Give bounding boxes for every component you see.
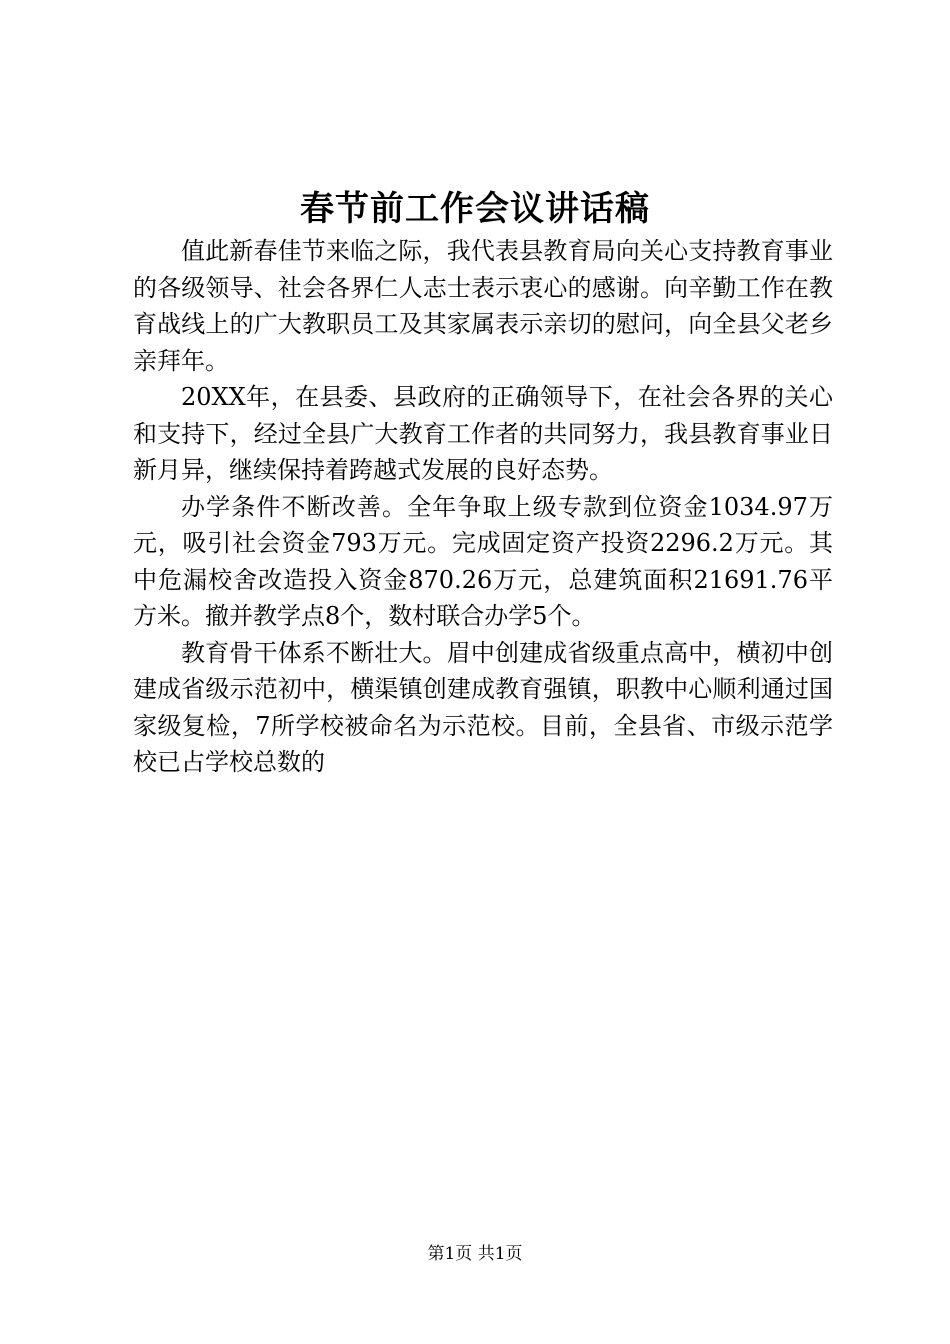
paragraph-school-conditions: 办学条件不断改善。全年争取上级专款到位资金1034.97万元，吸引社会资金793万元。完成固定资产投资2296.2万元。其中危漏校舍改造投入资金870.26万元，总建筑面积21691.76平方米。撤并教学点8个，数村联合办学5个。: [133, 492, 833, 630]
page-title: 春节前工作会议讲话稿: [300, 189, 650, 229]
paragraph-backbone-system: 教育骨干体系不断壮大。眉中创建成省级重点高中，横初中创建成省级示范初中，横渠镇创建成教育强镇，职教中心顺利通过国家级复检，7所学校被命名为示范校。目前，全县省、市级示范学校已占学校总数的: [133, 638, 833, 776]
page-footer: 第1页 共1页: [427, 1244, 523, 1264]
paragraph-greeting: 值此新春佳节来临之际，我代表县教育局向关心支持教育事业的各级领导、社会各界仁人志士表示衷心的感谢。向辛勤工作在教育战线上的广大教职员工及其家属表示亲切的慰问，向全县父老乡亲拜年。: [133, 237, 833, 375]
paragraph-year-summary: 20XX年，在县委、县政府的正确领导下，在社会各界的关心和支持下，经过全县广大教育工作者的共同努力，我县教育事业日新月异，继续保持着跨越式发展的良好态势。: [133, 383, 833, 484]
document-body: [133, 233, 833, 781]
